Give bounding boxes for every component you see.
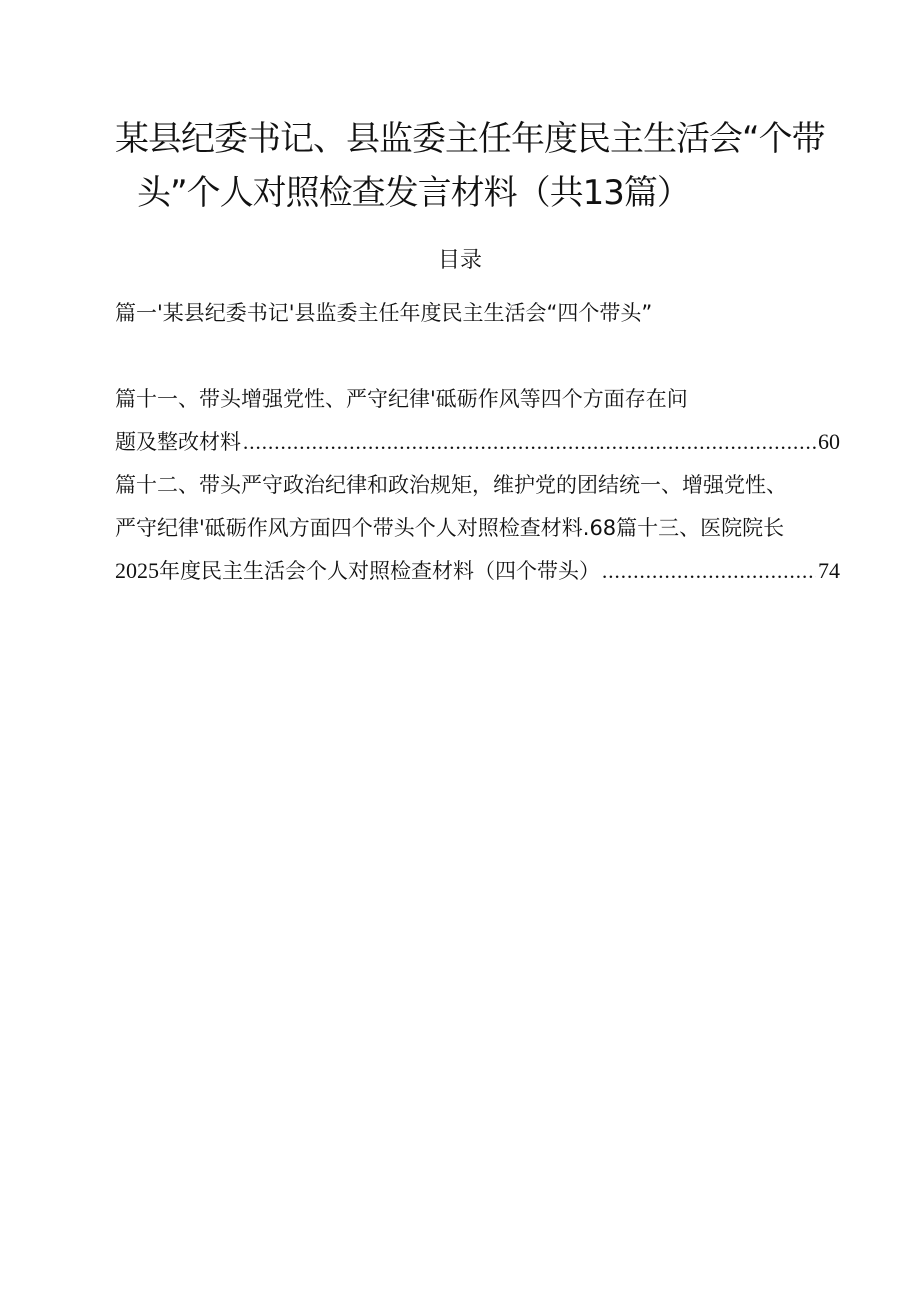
toc-entry-1[interactable] xyxy=(115,296,840,330)
document-title-line-2: 头”个人对照检查发言材料（共13篇） xyxy=(137,173,690,213)
toc-entry-12-line-2[interactable] xyxy=(115,511,840,545)
document-title xyxy=(115,112,830,220)
toc-entry-11-text: 篇十一、带头增强党性、严守纪律'砥砺作风等四个方面存在问 xyxy=(115,387,688,411)
document-title-line-1: 某县纪委书记、县监委主任年度民主生活会“个带 xyxy=(115,119,825,159)
toc-entry-11-line-2[interactable] xyxy=(115,425,840,459)
dot-leader xyxy=(243,425,816,459)
dot-leader xyxy=(602,554,816,588)
toc-entry-13-page: 74 xyxy=(818,558,840,583)
toc-entry-12-text: 篇十二、带头严守政治纪律和政治规矩，维护党的团结统一、增强党性、 xyxy=(115,473,787,497)
toc-entry-11-page: 60 xyxy=(818,429,840,454)
toc-entry-12-text-cont: 严守纪律'砥砺作风方面四个带头个人对照检查材料.68篇十三、医院院长 xyxy=(115,516,785,540)
toc-entry-1-text: 篇一'某县纪委书记'县监委主任年度民主生活会“四个带头” xyxy=(115,301,653,325)
toc-entry-11-line-1[interactable] xyxy=(115,382,840,416)
toc-entry-12-line-1[interactable] xyxy=(115,468,840,502)
toc-heading: 目录 xyxy=(437,248,482,273)
toc-entry-11-text-cont: 题及整改材料 xyxy=(115,430,241,454)
toc-entry-13-year: 2025 xyxy=(115,558,159,583)
toc-entry-13-line[interactable] xyxy=(115,554,840,588)
toc-entry-13-text: 年度民主生活会个人对照检查材料（四个带头） xyxy=(159,559,600,583)
